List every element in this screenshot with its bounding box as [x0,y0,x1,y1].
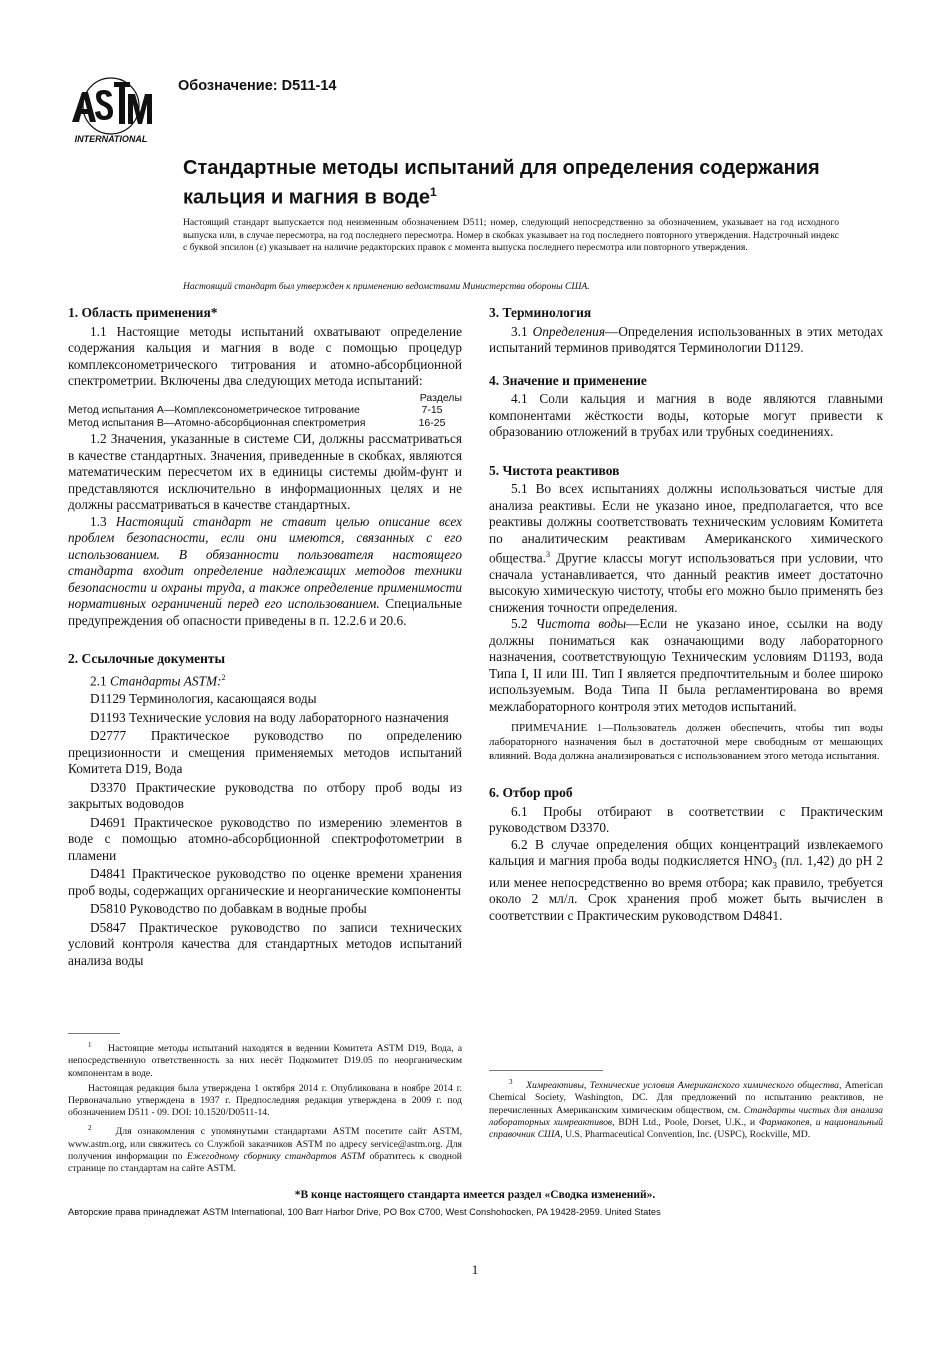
para-1-3-rest: Специальные предупреждения об опасности приведены в п. 12.2.6 и 20.6. [68,596,462,628]
footnote-2-italic: Ежегодному сборнику стандартов ASTM [186,1151,366,1163]
test-table-row [68,417,462,430]
footnote-3-italic-1: Химреактивы, Технические условия Американского химического общества, [526,1080,842,1092]
reference-item: D1193 Технические условия на воду лабораторного назначения [90,709,449,725]
section-1-heading: 1. Область применения* [68,305,218,320]
para-5-1-a: 5.1 Во всех испытаниях должны использоваться чистые для анализа реактивы. Если не указано иное, предполагается, что все реактивы должны соответствовать техническим условиям Комитета по аналитическим реактивам Американского химического общества. [489,481,883,566]
para-1-3-num: 1.3 [90,513,107,529]
para-3-1-num: 3.1 [511,323,528,339]
para-2-1-italic: Стандарты ASTM: [109,672,222,688]
note-1: ПРИМЕЧАНИЕ 1—Пользователь должен обеспечить, чтобы тип воды лабораторного назначения был в достаточной мере свободным от мешающих влияний. Вода должна анализироваться с использованием этого метода испытания. [489,722,883,763]
para-5-2-rest: —Если не указано иное, ссылки на воду должны пониматься как означающими воду лабораторного назначения, соответствующую Техническим условиям D1193, вода Типа I, II или III. Тип I является предпочтительным и более широко используемым. Вода Типа II была регламентирована во время межлабораторного контроля этих методов испытаний. [489,616,883,714]
para-6-2 [489,837,883,924]
para-2-1-mark: 2 [221,672,226,682]
para-3-1-italic: Определения [532,323,606,339]
para-5-2-num: 5.2 [511,616,528,632]
para-5-1-b: Другие классы могут использоваться при условии, что сначала устанавливается, что данный реактив имеет достаточно высокую химическую чистоту, чтобы его можно было применять без снижения точности определения. [489,550,883,615]
reference-item: D5810 Руководство по добавкам в водные пробы [90,901,367,917]
reference-item: D4841 Практическое руководство по оценке времени хранения проб воды, содержащих органические и неорганические компоненты [68,866,462,898]
para-5-1 [489,481,883,616]
para-5-2-italic: Чистота воды [535,616,627,632]
para-6-1: 6.1 Пробы отбирают в соответствии с Практическим руководством D3370. [489,803,883,836]
para-2-1-num: 2.1 [90,672,107,688]
para-1-3-italic: Настоящий стандарт не ставит целью описание всех проблем безопасности, если они имеются, связанных с его использованием. В обязанности пользователя настоящего стандарта входит определение надлежащих методов техники безопасности и охраны труда, а также определение применимости нормативных ограничений перед его использованием. [68,513,462,611]
para-1-1: 1.1 Настоящие методы испытаний охватывают определение содержания кальция и магния в воде с помощью процедур комплексонометрического титрования и атомно-абсорбционной спектрометрии. Включены два следующих метода испытаний: [68,323,462,388]
reference-item: D3370 Практические руководства по отбору проб воды из закрытых водоводов [68,779,462,812]
test-table-header: Разделы [419,391,462,404]
section-2-heading: 2. Ссылочные документы [68,651,226,666]
test-method-a: Метод испытания A—Комплексонометрическое титрование [68,404,360,416]
footnote-1-mark: 1 [88,1041,92,1049]
para-4-1: 4.1 Соли кальция и магния в воде являются главными компонентами жёсткости воды, которые могут привести к образованию отложений в трубах или трубных соединениях. [489,391,883,439]
designation: Обозначение: D511-14 [178,78,337,94]
reference-item: D5847 Практическое руководство по записи технических условий контроля качества для стандартных методов испытаний анализа воды [68,919,462,968]
test-methods-table [68,392,462,430]
para-6-2-a: 6.2 В случае определения общих концентраций извлекаемого кальция и магния проба воды подкисляется HNO [489,836,883,869]
para-1-2: 1.2 Значения, указанные в системе СИ, должны рассматриваться в качестве стандартных. Значения, приведенные в скобках, являются математическим пересчетом их в единицы системы дюйм-фунт и представляются исключительно в информационных целях и не должны рассматриваться в качестве стандартных. [68,431,462,512]
test-method-b-sections: 16-25 [418,416,446,429]
logo-text-international: INTERNATIONAL [74,134,148,144]
footnote-3 [489,1076,883,1141]
para-5-2 [489,616,883,715]
test-method-a-sections: 7-15 [421,404,443,416]
footnote-rule-right [489,1070,603,1071]
footnote-2-mark: 2 [88,1124,92,1133]
reference-item: D4691 Практическое руководство по измерению элементов в воде с помощью атомно-абсорбционной спектрофотометрии в пламени [68,814,462,863]
astm-logo [66,76,156,146]
footnote-2-text-b: обратитесь к сводной странице по стандартам на сайте ASTM. [68,1151,462,1175]
section-4-heading: 4. Значение и применение [489,372,647,388]
para-3-1 [489,324,883,357]
test-method-b: Метод испытания B—Атомно-абсорбционная спектрометрия [68,416,366,429]
summary-of-changes-note: *В конце настоящего стандарта имеется раздел «Сводка изменений». [294,1189,656,1201]
title-text: Стандартные методы испытаний для определения содержания кальция и магния в воде [183,157,820,209]
footnote-3-mark: 3 [509,1078,513,1086]
section-5-heading: 5. Чистота реактивов [489,462,620,478]
footnote-1 [68,1039,462,1080]
footnote-3-italic-3: Фармакопея, и национальный справочник США [489,1116,883,1141]
title-footnote-mark: 1 [430,185,437,199]
footnote-2-text-a: Для ознакомления с упомянутыми стандартами ASTM посетите сайт ASTM, www.astm.org, или свяжитесь со Службой заказчиков ASTM по адресу service@astm.org. Для получения информации по [68,1126,463,1163]
document-title [183,156,833,210]
para-6-2-b: (пл. 1,42) до pH 2 или менее непосредственно во время отбора; как правило, требуется около 2 мл/л. Срок хранения проб может быть вычислен в соответствии с Практическим руководством D4841. [489,853,883,923]
para-5-1-mark: 3 [545,550,550,559]
para-1-3 [68,514,462,630]
test-table-row [68,404,462,417]
footnote-1-approval: Настоящая редакция была утверждена 1 октября 2014 г. Опубликована в ноябре 2014 г. Первоначально утверждена в 1937 г. Предпоследняя редакция утверждена в 2009 г. под обозначением D511 - 09. DOI: 10.1520/D0511-14. [68,1082,462,1119]
footnote-rule-left [68,1033,120,1034]
left-column [68,302,462,971]
footnotes-left [68,1039,462,1179]
reference-item: D1129 Терминология, касающаяся воды [90,691,317,707]
approval-note: Настоящий стандарт был утвержден к применению ведомствами Министерства обороны США. [183,281,590,292]
para-2-1 [68,670,462,690]
footnote-2 [68,1122,462,1175]
page-number: 1 [471,1262,479,1277]
footnote-3-italic-2: Стандарты чистых для анализа лабораторных химреактивов [489,1104,883,1128]
footnote-3-text-c: , U.S. Pharmaceutical Convention, Inc. (USPC), Rockville, MD. [560,1129,811,1141]
intro-paragraph: Настоящий стандарт выпускается под неизменным обозначением D511; номер, следующий непосредственно за обозначением, указывает на год исходного выпуска или, в случае пересмотра, на год последнего пересмотра. Номер в скобках указывает на год последнего повторного утверждения. Надстрочный индекс с буквой эпсилон (ε) указывает на наличие редакторских правок с момента выпуска последнего пересмотра или повторного утверждения. [183,217,839,254]
section-6-heading: 6. Отбор проб [489,785,573,801]
footnotes-right [489,1076,883,1144]
para-6-2-sub: 3 [772,861,777,872]
right-column [489,302,883,924]
reference-item: D2777 Практическое руководство по определению прецизионности и смещения применяемых методов испытаний Комитета D19, Вода [68,728,462,777]
section-3-heading: 3. Терминология [489,305,592,320]
footnote-3-text-a: American Chemical Society, Washington, DC. Для предложений по испытанию реактивов, не перечисленных Американским химическим обществом, см. [489,1080,883,1116]
copyright-line: Авторские права принадлежат ASTM International, 100 Barr Harbor Drive, PO Box C700, West Conshohocken, PA 19428-2959. United States [68,1207,661,1217]
para-3-1-rest: —Определения использованных в этих методах испытаний терминов приводятся Терминологии D1129. [489,323,883,355]
footnote-3-text-b: , BDH Ltd., Poole, Dorset, U.K., и [612,1116,759,1128]
footnote-1-text: Настоящие методы испытаний находятся в ведении Комитета ASTM D19, Вода, а непосредственную ответственность за них несёт Подкомитет D19.05 по неорганическим компонентам в воде. [68,1043,463,1079]
